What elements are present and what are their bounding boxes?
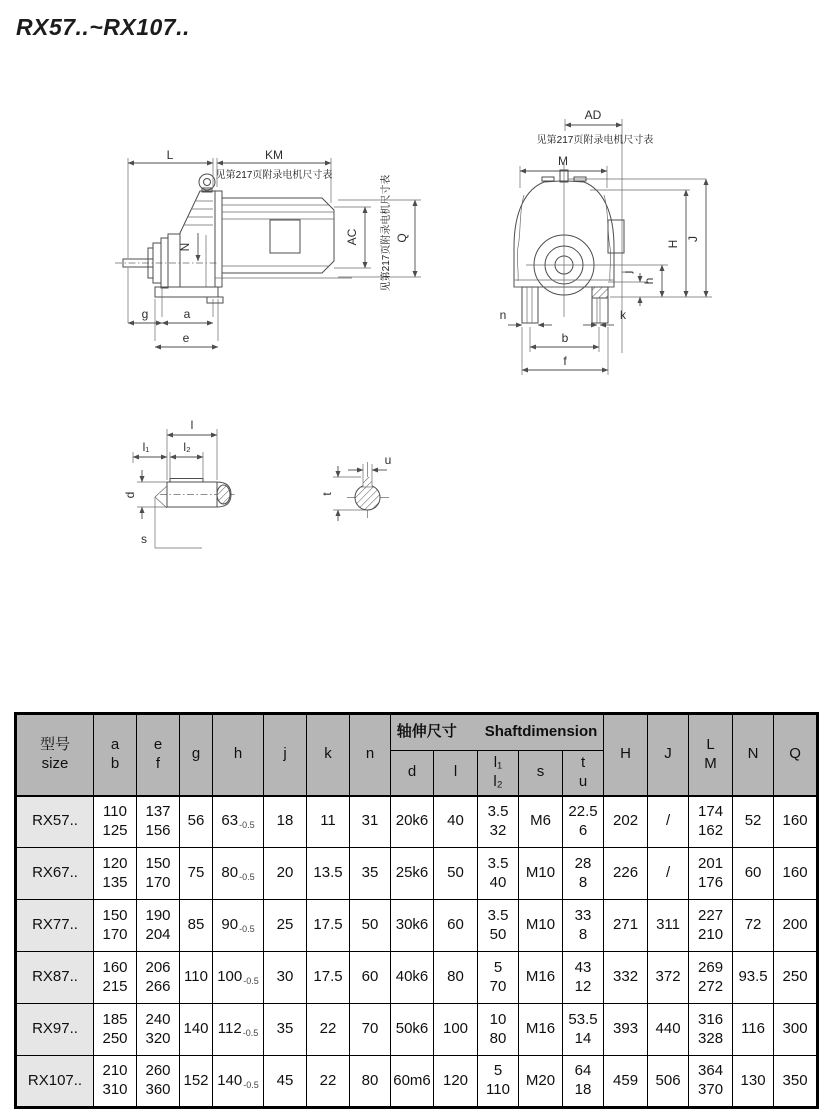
- table-row: [16, 1056, 818, 1108]
- dim-label-b: b: [561, 331, 569, 345]
- cell-H: 202: [604, 796, 648, 848]
- cell-n: 35: [350, 848, 391, 900]
- cell-l: 50: [434, 848, 478, 900]
- drawing-front-view: [490, 95, 720, 395]
- dim-label-l: l: [190, 418, 194, 432]
- col-header-h: h: [213, 714, 264, 796]
- cell-Q: 350: [774, 1056, 818, 1108]
- cell-l: 40: [434, 796, 478, 848]
- keyway-slot: [363, 477, 372, 487]
- dim-label-L: L: [166, 148, 174, 162]
- dim-label-N: N: [178, 242, 192, 252]
- cell-N: 52: [733, 796, 774, 848]
- cell-d: 20k6: [391, 796, 434, 848]
- shaft-break-section: [217, 485, 230, 504]
- cell-n: 50: [350, 900, 391, 952]
- table-row: [16, 1004, 818, 1056]
- cell-ef: 190 204: [137, 900, 180, 952]
- dim-label-k: k: [620, 308, 626, 322]
- cell-H: 459: [604, 1056, 648, 1108]
- col-header-H: H: [604, 714, 648, 796]
- cell-N: 93.5: [733, 952, 774, 1004]
- col-header-tu: t u: [563, 751, 604, 796]
- cell-k: 17.5: [307, 952, 350, 1004]
- dim-label-u: u: [384, 453, 392, 467]
- cell-n: 31: [350, 796, 391, 848]
- cell-Q: 300: [774, 1004, 818, 1056]
- cell-l1l2: 5 110: [478, 1056, 519, 1108]
- col-header-l1l2: l₁ l₂: [478, 751, 519, 796]
- cell-h: $90_{-0.5}$: [213, 900, 264, 952]
- dim-label-e: e: [182, 331, 190, 345]
- cell-ef: 206 266: [137, 952, 180, 1004]
- cell-l: 80: [434, 952, 478, 1004]
- cell-LM: 316 328: [689, 1004, 733, 1056]
- cell-l: 120: [434, 1056, 478, 1108]
- cell-LM: 201 176: [689, 848, 733, 900]
- cell-tu: 43 12: [563, 952, 604, 1004]
- cell-J: /: [648, 848, 689, 900]
- col-header-j: j: [264, 714, 307, 796]
- dim-label-M: M: [558, 154, 568, 168]
- cell-Q: 160: [774, 796, 818, 848]
- cell-ab: 210 310: [94, 1056, 137, 1108]
- drawing-shaft-detail: [120, 415, 305, 565]
- col-header-Q: Q: [774, 714, 818, 796]
- cell-H: 271: [604, 900, 648, 952]
- cell-N: 60: [733, 848, 774, 900]
- cell-l1l2: 10 80: [478, 1004, 519, 1056]
- cell-ab: 160 215: [94, 952, 137, 1004]
- cell-j: 18: [264, 796, 307, 848]
- motor-note-front: 见第217页附录电机尺寸表: [536, 135, 654, 146]
- cell-tu: 33 8: [563, 900, 604, 952]
- cell-j: 25: [264, 900, 307, 952]
- cell-J: 440: [648, 1004, 689, 1056]
- cell-ef: 260 360: [137, 1056, 180, 1108]
- cell-h: $140_{-0.5}$: [213, 1056, 264, 1108]
- cell-j: 35: [264, 1004, 307, 1056]
- cell-n: 70: [350, 1004, 391, 1056]
- cell-size: RX107..: [16, 1056, 94, 1108]
- cell-tu: 22.5 6: [563, 796, 604, 848]
- cell-l: 100: [434, 1004, 478, 1056]
- cell-tu: 64 18: [563, 1056, 604, 1108]
- cell-k: 22: [307, 1056, 350, 1108]
- cell-h: $80_{-0.5}$: [213, 848, 264, 900]
- dim-label-s: s: [141, 532, 147, 546]
- dim-label-f: f: [563, 354, 567, 368]
- col-header-LM: L M: [689, 714, 733, 796]
- cell-LM: 174 162: [689, 796, 733, 848]
- cell-h: $100_{-0.5}$: [213, 952, 264, 1004]
- cell-s: M10: [519, 848, 563, 900]
- terminal-box: [270, 220, 300, 253]
- cell-g: 85: [180, 900, 213, 952]
- keyway: [170, 479, 203, 483]
- cell-s: M16: [519, 1004, 563, 1056]
- cell-LM: 364 370: [689, 1056, 733, 1108]
- col-header-g: g: [180, 714, 213, 796]
- cell-k: 11: [307, 796, 350, 848]
- motor-note-horizontal: 见第217页附录电机尺寸表: [215, 170, 333, 181]
- cell-size: RX57..: [16, 796, 94, 848]
- cell-d: 25k6: [391, 848, 434, 900]
- cell-Q: 250: [774, 952, 818, 1004]
- col-header-size: 型号 size: [16, 714, 94, 796]
- cell-g: 75: [180, 848, 213, 900]
- col-header-k: k: [307, 714, 350, 796]
- cell-J: 311: [648, 900, 689, 952]
- cell-j: 45: [264, 1056, 307, 1108]
- table-row: [16, 848, 818, 900]
- center-hole-chamfer: [155, 486, 167, 508]
- cell-n: 80: [350, 1056, 391, 1108]
- dim-label-l2: l₂: [183, 440, 191, 454]
- cell-d: 50k6: [391, 1004, 434, 1056]
- shaft-section-circle: [355, 485, 380, 510]
- cell-Q: 200: [774, 900, 818, 952]
- cell-size: RX67..: [16, 848, 94, 900]
- cell-size: RX97..: [16, 1004, 94, 1056]
- motor-note-vertical: 见第217页附录电机尺寸表: [381, 174, 392, 292]
- cell-Q: 160: [774, 848, 818, 900]
- cell-d: 30k6: [391, 900, 434, 952]
- dim-label-g: g: [141, 307, 149, 321]
- cell-n: 60: [350, 952, 391, 1004]
- cell-h: $63_{-0.5}$: [213, 796, 264, 848]
- cell-l: 60: [434, 900, 478, 952]
- dim-label-d: d: [123, 491, 137, 499]
- cell-s: M6: [519, 796, 563, 848]
- cell-H: 226: [604, 848, 648, 900]
- dimension-table: [14, 712, 819, 1109]
- table-row: [16, 900, 818, 952]
- dim-label-t: t: [320, 492, 334, 496]
- cell-s: M10: [519, 900, 563, 952]
- dim-label-H: H: [666, 239, 680, 249]
- cell-g: 152: [180, 1056, 213, 1108]
- cell-g: 56: [180, 796, 213, 848]
- cell-l1l2: 3.5 40: [478, 848, 519, 900]
- cell-ab: 150 170: [94, 900, 137, 952]
- col-header-l: l: [434, 751, 478, 796]
- page-title: RX57..~RX107..: [16, 14, 190, 40]
- col-header-s: s: [519, 751, 563, 796]
- col-header-ef: e f: [137, 714, 180, 796]
- cell-J: 372: [648, 952, 689, 1004]
- cell-ef: 240 320: [137, 1004, 180, 1056]
- cell-size: RX87..: [16, 952, 94, 1004]
- cell-k: 13.5: [307, 848, 350, 900]
- cell-l1l2: 3.5 32: [478, 796, 519, 848]
- dim-label-j: j: [620, 270, 634, 274]
- col-header-n: n: [350, 714, 391, 796]
- table-row: [16, 952, 818, 1004]
- drawing-side-view: [110, 125, 440, 385]
- cell-d: 40k6: [391, 952, 434, 1004]
- dim-label-AD: AD: [584, 108, 602, 122]
- cell-s: M16: [519, 952, 563, 1004]
- cell-k: 17.5: [307, 900, 350, 952]
- cell-H: 332: [604, 952, 648, 1004]
- dim-label-AC: AC: [345, 228, 359, 246]
- cell-J: /: [648, 796, 689, 848]
- cell-LM: 227 210: [689, 900, 733, 952]
- cell-ab: 120 135: [94, 848, 137, 900]
- dim-label-a: a: [183, 307, 191, 321]
- cell-s: M20: [519, 1056, 563, 1108]
- cell-j: 30: [264, 952, 307, 1004]
- cell-ab: 110 125: [94, 796, 137, 848]
- col-header-shaft-dimension: 轴伸尺寸 Shaftdimension: [391, 714, 604, 751]
- col-header-d: d: [391, 751, 434, 796]
- drawing-shaft-section: [320, 450, 415, 530]
- cell-g: 110: [180, 952, 213, 1004]
- left-foot: [522, 287, 538, 323]
- cell-J: 506: [648, 1056, 689, 1108]
- cell-g: 140: [180, 1004, 213, 1056]
- cell-N: 72: [733, 900, 774, 952]
- cell-size: RX77..: [16, 900, 94, 952]
- table-row: [16, 796, 818, 848]
- cell-h: $112_{-0.5}$: [213, 1004, 264, 1056]
- dim-label-J: J: [686, 236, 700, 242]
- cell-tu: 28 8: [563, 848, 604, 900]
- dim-label-Q: Q: [395, 233, 409, 243]
- dim-label-n: n: [499, 308, 507, 322]
- cell-l1l2: 5 70: [478, 952, 519, 1004]
- cell-tu: 53.5 14: [563, 1004, 604, 1056]
- cell-j: 20: [264, 848, 307, 900]
- col-header-N: N: [733, 714, 774, 796]
- col-header-J: J: [648, 714, 689, 796]
- cell-d: 60m6: [391, 1056, 434, 1108]
- cell-ef: 137 156: [137, 796, 180, 848]
- cell-N: 130: [733, 1056, 774, 1108]
- cell-k: 22: [307, 1004, 350, 1056]
- cell-LM: 269 272: [689, 952, 733, 1004]
- dim-label-KM: KM: [265, 148, 283, 162]
- cell-ef: 150 170: [137, 848, 180, 900]
- right-foot-section: [592, 287, 608, 298]
- cell-H: 393: [604, 1004, 648, 1056]
- dim-label-h: h: [642, 277, 656, 285]
- col-header-ab: a b: [94, 714, 137, 796]
- cell-ab: 185 250: [94, 1004, 137, 1056]
- cell-l1l2: 3.5 50: [478, 900, 519, 952]
- dim-label-l1: l₁: [142, 440, 150, 454]
- cell-N: 116: [733, 1004, 774, 1056]
